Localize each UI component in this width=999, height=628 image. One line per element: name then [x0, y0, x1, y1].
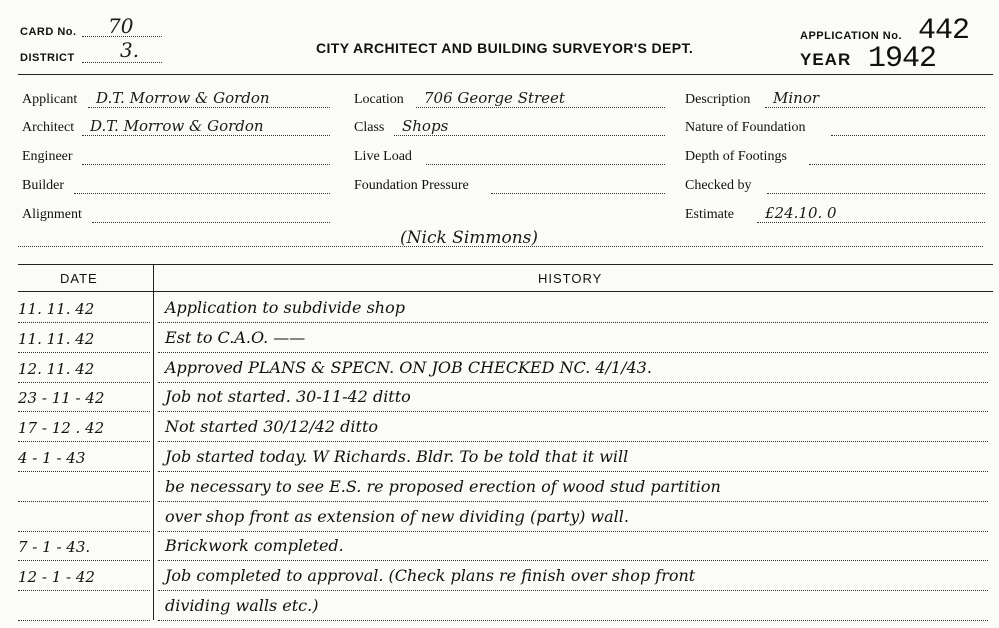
- header-rule: [18, 74, 993, 75]
- middle-field-label-2: Live Load: [354, 149, 412, 164]
- table-divider: [153, 264, 154, 620]
- date-row-line: [18, 352, 150, 353]
- right-field-line-1: [831, 135, 985, 136]
- history-cell: be necessary to see E.S. re proposed erection of wood stud partition: [165, 476, 721, 496]
- left-field-label-4: Alignment: [22, 207, 82, 222]
- right-field-line-3: [767, 193, 985, 194]
- history-row-line: [158, 501, 988, 502]
- card-no-value: 70: [108, 14, 134, 38]
- history-row-line: [158, 620, 988, 621]
- year-value: 1942: [868, 42, 937, 76]
- history-row-line: [158, 471, 988, 472]
- middle-field-label-1: Class: [354, 120, 385, 135]
- middle-field-label-3: Foundation Pressure: [354, 178, 469, 193]
- history-row-line: [158, 411, 988, 412]
- left-field-value-0: D.T. Morrow & Gordon: [96, 89, 270, 107]
- middle-field-line-1: [394, 135, 665, 136]
- right-field-label-0: Description: [685, 92, 751, 107]
- history-cell: Not started 30/12/42 ditto: [165, 417, 378, 437]
- middle-field-value-0: 706 George Street: [424, 89, 565, 107]
- history-cell: Brickwork completed.: [165, 536, 344, 556]
- date-cell: 7 - 1 - 43.: [18, 538, 91, 557]
- application-value: 442: [918, 14, 970, 48]
- date-row-line: [18, 501, 150, 502]
- date-cell: 11. 11. 42: [18, 300, 95, 318]
- district-value: 3.: [120, 38, 140, 62]
- left-field-line-2: [82, 164, 330, 165]
- date-row-line: [18, 531, 150, 532]
- right-field-label-2: Depth of Footings: [685, 149, 787, 164]
- table-top-rule: [18, 264, 993, 265]
- right-field-line-2: [809, 164, 985, 165]
- left-field-label-1: Architect: [22, 120, 75, 135]
- history-cell: over shop front as extension of new dividing (party) wall.: [165, 506, 629, 526]
- middle-field-label-0: Location: [354, 92, 404, 107]
- middle-field-value-1: Shops: [402, 117, 449, 135]
- date-row-line: [18, 322, 150, 323]
- date-cell: 12 - 1 - 42: [18, 568, 95, 587]
- date-cell: 12. 11. 42: [18, 359, 95, 378]
- history-cell: Job started today. W Richards. Bldr. To be told that it will: [165, 447, 629, 466]
- date-cell: 17 - 12 . 42: [18, 419, 105, 438]
- table-header-rule: [18, 291, 993, 292]
- history-header: HISTORY: [538, 271, 603, 286]
- left-field-label-2: Engineer: [22, 149, 73, 164]
- date-cell: 4 - 1 - 43: [18, 449, 86, 467]
- left-field-line-0: [88, 107, 330, 108]
- date-row-line: [18, 441, 150, 442]
- history-row-line: [158, 382, 988, 383]
- right-field-value-4: £24.10. 0: [765, 204, 837, 222]
- right-field-line-4: [757, 222, 985, 223]
- left-field-line-1: [82, 135, 330, 136]
- date-cell: 11. 11. 42: [18, 329, 95, 348]
- left-field-line-4: [92, 222, 330, 223]
- right-field-label-1: Nature of Foundation: [685, 120, 806, 135]
- right-field-label-3: Checked by: [685, 178, 752, 193]
- history-cell: Job not started. 30-11-42 ditto: [165, 387, 411, 407]
- card-no-label: CARD No.: [20, 26, 77, 38]
- application-label: APPLICATION No.: [800, 30, 903, 42]
- date-row-line: [18, 411, 150, 412]
- history-row-line: [158, 352, 988, 353]
- middle-field-line-3: [491, 193, 665, 194]
- district-line: [82, 62, 162, 63]
- left-field-line-3: [74, 193, 330, 194]
- date-row-line: [18, 382, 150, 383]
- history-cell: Job completed to approval. (Check plans re finish over shop front: [165, 566, 696, 586]
- year-label: YEAR: [800, 50, 852, 69]
- history-row-line: [158, 560, 988, 561]
- left-field-value-1: D.T. Morrow & Gordon: [90, 117, 264, 135]
- date-header: DATE: [60, 271, 98, 286]
- date-row-line: [18, 620, 150, 621]
- history-row-line: [158, 322, 988, 323]
- date-cell: 23 - 11 - 42: [18, 389, 105, 408]
- district-label: DISTRICT: [20, 52, 75, 64]
- date-row-line: [18, 590, 150, 591]
- right-field-line-0: [765, 107, 985, 108]
- middle-field-line-0: [416, 107, 665, 108]
- middle-field-line-2: [426, 164, 665, 165]
- history-row-line: [158, 531, 988, 532]
- right-field-value-0: Minor: [773, 89, 820, 107]
- right-field-label-4: Estimate: [685, 207, 734, 222]
- department-title: CITY ARCHITECT AND BUILDING SURVEYOR'S DEPT.: [316, 40, 694, 56]
- note: (Nick Simmons): [400, 228, 539, 248]
- history-cell: Est to C.A.O. ——: [165, 327, 306, 347]
- history-cell: dividing walls etc.): [165, 596, 319, 615]
- left-field-label-3: Builder: [22, 178, 64, 193]
- history-row-line: [158, 441, 988, 442]
- date-row-line: [18, 471, 150, 472]
- date-row-line: [18, 560, 150, 561]
- history-row-line: [158, 590, 988, 591]
- history-cell: Approved PLANS & SPECN. ON JOB CHECKED NC. 4/1/43.: [165, 357, 652, 377]
- history-cell: Application to subdivide shop: [165, 298, 405, 317]
- left-field-label-0: Applicant: [22, 92, 78, 107]
